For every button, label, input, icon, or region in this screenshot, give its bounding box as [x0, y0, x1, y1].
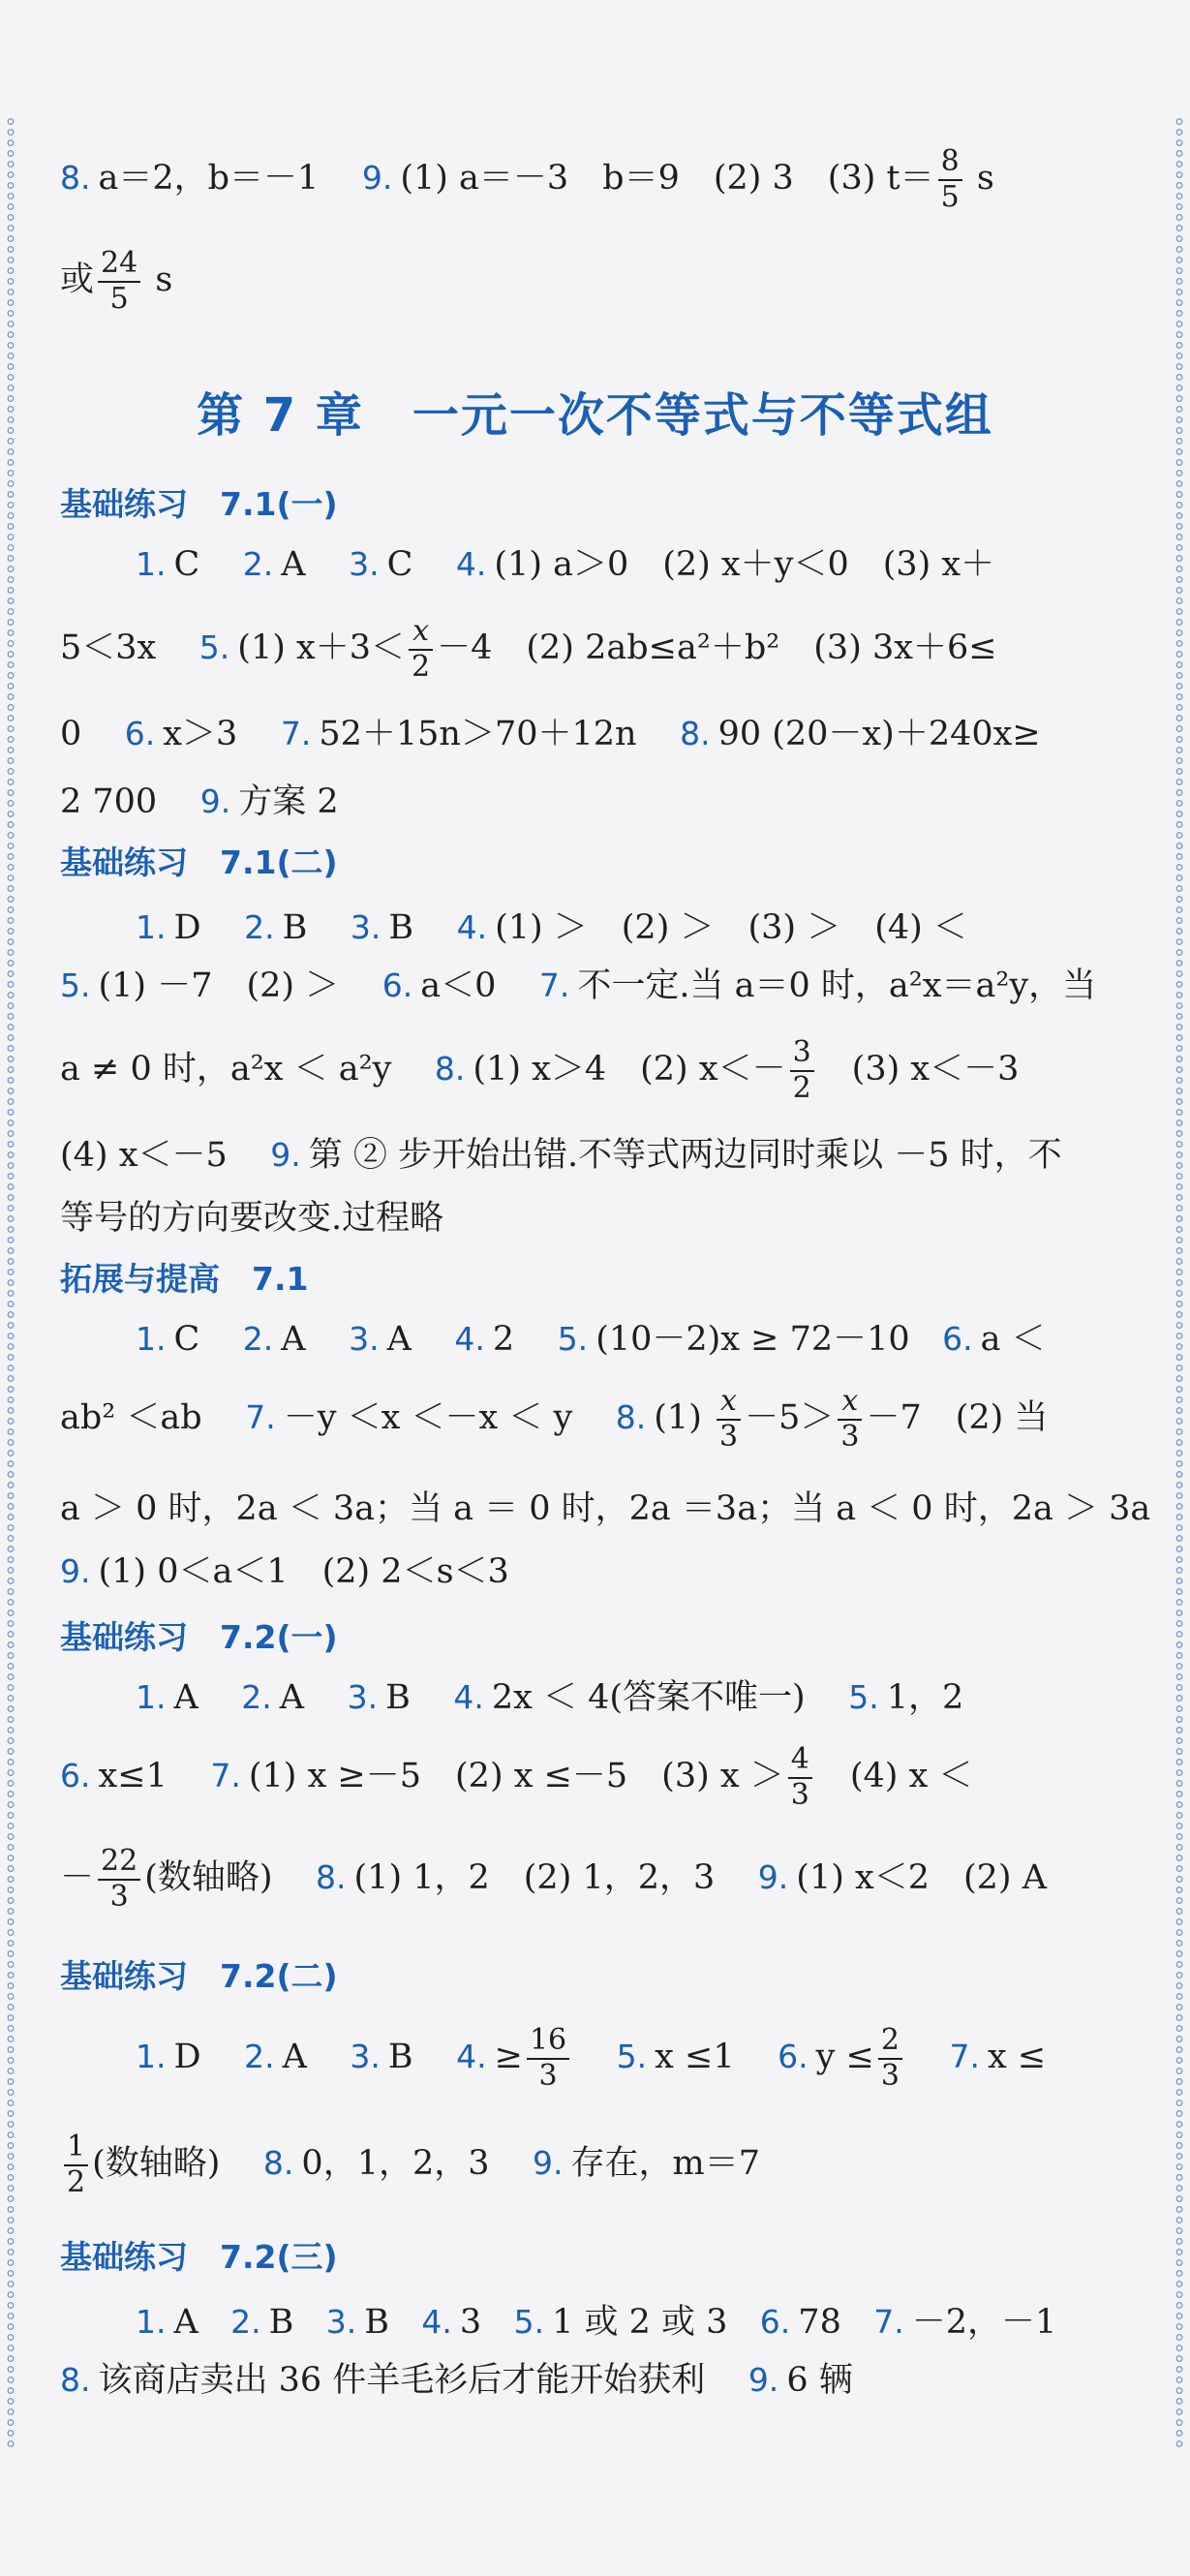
- answer-line: (4) x＜－5 9. 第 ② 步开始出错.不等式两边同时乘以 －5 时，不: [60, 1136, 1062, 1175]
- answer-line: ab² ＜ab 7. －y ＜x ＜－x ＜ y 8. (1) $\frac{x}{3}$ －5＞ $\frac{x}{3}$ －7 (2) 当: [60, 1384, 1049, 1454]
- answer-line: 1. D 2. A 3. B 4. ≥ $\frac{16}{3}$ 5. x ≤1 6. y ≤ $\frac{2}{3}$ 7. x ≤: [136, 2023, 1047, 2093]
- question-number: 8.: [60, 159, 91, 197]
- answer-text: (1) a＝－3 b＝9 (2) 3 (3) t＝: [400, 159, 934, 198]
- answer-line: 1. A 2. A 3. B 4. 2x ＜ 4(答案不唯一) 5. 1，2: [136, 1678, 964, 1717]
- answer-line: 6. x≤1 7. (1) x ≥－5 (2) x ≤－5 (3) x ＞ $\frac{4}{3}$ (4) x ＜: [60, 1742, 973, 1812]
- fraction: $\frac{4}{3}$: [788, 1743, 812, 1812]
- section-heading: 基础练习 7.2(一): [60, 1618, 338, 1656]
- section-heading: 基础练习 7.2(二): [60, 1957, 338, 1995]
- section-heading: 基础练习 7.1(一): [60, 485, 338, 523]
- fraction: $\frac{x}{3}$: [838, 1385, 862, 1454]
- section-heading: 基础练习 7.2(三): [60, 2238, 338, 2276]
- chapter-title: 第 7 章 一元一次不等式与不等式组: [197, 388, 993, 443]
- answer-line: 5＜3x 5. (1) x＋3＜ $\frac{x}{2}$ －4 (2) 2ab≤a²＋b² (3) 3x＋6≤: [60, 614, 997, 684]
- answer-line: a ＞ 0 时，2a ＜ 3a；当 a ＝ 0 时，2a ＝3a；当 a ＜ 0 时，2a ＞ 3a: [60, 1489, 1151, 1528]
- answer-line: 8. 该商店卖出 36 件羊毛衫后才能开始获利 9. 6 辆: [60, 2361, 853, 2400]
- answer-line: 5. (1) －7 (2) ＞ 6. a＜0 7. 不一定.当 a＝0 时，a²x＝a²y，当: [60, 966, 1097, 1005]
- answer-line: [60, 145, 994, 214]
- fraction: $\frac{16}{3}$: [527, 2024, 569, 2093]
- answer-line: 1. A 2. B 3. B 4. 3 5. 1 或 2 或 3 6. 78 7. －2，－1: [136, 2303, 1057, 2342]
- answer-line: 1. C 2. A 3. A 4. 2 5. (10－2)x ≥ 72－10 6. a ＜: [136, 1320, 1046, 1359]
- answer-text: 或: [60, 261, 95, 299]
- answer-line: 0 6. x＞3 7. 52＋15n＞70＋12n 8. 90 (20－x)＋240x≥: [60, 715, 1041, 753]
- answer-line: 等号的方向要改变.过程略: [60, 1199, 444, 1238]
- fraction: $\frac{2}{3}$: [878, 2024, 902, 2093]
- fraction: $\frac{3}{2}$: [790, 1036, 814, 1105]
- question-number: 9.: [361, 159, 393, 197]
- fraction: $\frac{x}{2}$: [409, 615, 433, 684]
- fraction: $\frac{22}{3}$: [98, 1845, 140, 1914]
- answer-text: s: [144, 261, 173, 299]
- answer-line: 1. D 2. B 3. B 4. (1) ＞ (2) ＞ (3) ＞ (4) ＜: [136, 908, 967, 947]
- answer-line: $\frac{1}{2}$ (数轴略) 8. 0，1，2，3 9. 存在，m＝7: [60, 2131, 760, 2199]
- answer-line: 2 700 9. 方案 2: [60, 782, 339, 821]
- answer-text: s: [965, 159, 994, 198]
- fraction: $\frac{x}{3}$: [717, 1385, 741, 1454]
- fraction: $\frac{8}{5}$: [938, 145, 962, 214]
- answer-line: [60, 247, 172, 316]
- answer-text: a＝2，b＝－1: [98, 159, 320, 198]
- fraction: $\frac{24}{5}$: [98, 247, 140, 316]
- section-heading: 拓展与提高 7.1: [60, 1260, 309, 1298]
- decorative-border-right: [1175, 116, 1184, 2450]
- fraction: $\frac{1}{2}$: [64, 2131, 88, 2199]
- section-heading: 基础练习 7.1(二): [60, 843, 338, 881]
- answer-line: a ≠ 0 时，a²x ＜ a²y 8. (1) x＞4 (2) x＜－ $\frac{3}{2}$ (3) x＜－3: [60, 1035, 1020, 1105]
- answer-line: 9. (1) 0＜a＜1 (2) 2＜s＜3: [60, 1552, 509, 1591]
- answer-line: － $\frac{22}{3}$ (数轴略) 8. (1) 1，2 (2) 1，2，3 9. (1) x＜2 (2) A: [60, 1844, 1047, 1914]
- answer-line: 1. C 2. A 3. C 4. (1) a＞0 (2) x＋y＜0 (3) x＋: [136, 545, 995, 584]
- decorative-border-left: [6, 116, 15, 2450]
